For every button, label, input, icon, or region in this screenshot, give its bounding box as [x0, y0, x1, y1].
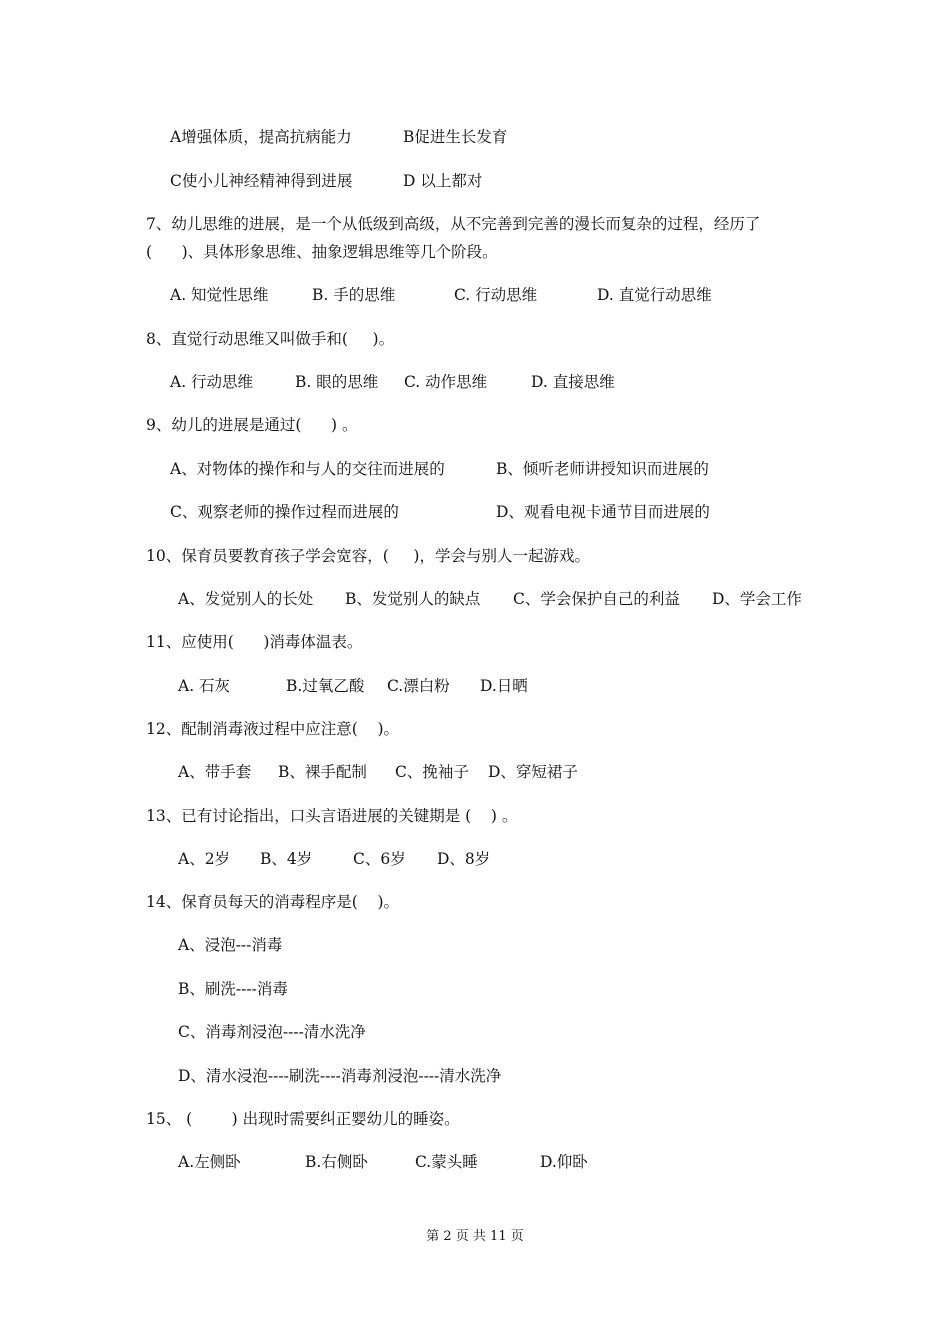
q7-text-line1: 7、幼儿思维的进展，是一个从低级到高级，从不完善到完善的漫长而复杂的过程，经历了 [146, 215, 761, 233]
q9-text: 9、幼儿的进展是通过( ) 。 [146, 416, 358, 434]
q11-text: 11、应使用( )消毒体温表。 [146, 633, 363, 651]
q8-option-d: D. 直接思维 [531, 373, 615, 391]
q6-option-c: C使小儿神经精神得到进展 [170, 172, 353, 190]
q13-option-a: A、2岁 [178, 850, 231, 868]
q8-text: 8、直觉行动思维又叫做手和( )。 [146, 330, 395, 348]
q15-option-c: C.蒙头睡 [415, 1153, 478, 1171]
q6-option-b: B促进生长发育 [403, 128, 508, 146]
q8-option-c: C. 动作思维 [404, 373, 488, 391]
q8-option-b: B. 眼的思维 [295, 373, 379, 391]
q12-option-d: D、穿短裙子 [488, 763, 578, 781]
q11-option-b: B.过氧乙酸 [286, 677, 365, 695]
q10-option-c: C、学会保护自己的利益 [513, 590, 680, 608]
q12-option-a: A、带手套 [178, 763, 252, 781]
q13-option-b: B、4岁 [260, 850, 313, 868]
q14-option-a: A、浸泡---消毒 [178, 936, 283, 954]
q12-text: 12、配制消毒液过程中应注意( )。 [146, 720, 400, 738]
q11-option-d: D.日晒 [480, 677, 528, 695]
q11-option-a: A. 石灰 [178, 677, 231, 695]
q15-option-a: A.左侧卧 [178, 1153, 241, 1171]
q11-option-c: C.漂白粉 [387, 677, 450, 695]
q9-option-a: A、对物体的操作和与人的交往而进展的 [170, 460, 445, 478]
q15-text: 15、 ( ) 出现时需要纠正婴幼儿的睡姿。 [146, 1110, 460, 1128]
q7-text-line2: ( )、具体形象思维、抽象逻辑思维等几个阶段。 [146, 243, 498, 261]
page-footer: 第 2 页 共 11 页 [426, 1229, 524, 1244]
q10-option-a: A、发觉别人的长处 [178, 590, 314, 608]
q7-option-c: C. 行动思维 [454, 286, 538, 304]
q9-option-b: B、倾听老师讲授知识而进展的 [496, 460, 709, 478]
q12-option-b: B、裸手配制 [278, 763, 367, 781]
q12-option-c: C、挽袖子 [395, 763, 469, 781]
q13-option-c: C、6岁 [353, 850, 406, 868]
q15-option-d: D.仰卧 [540, 1153, 588, 1171]
q14-option-b: B、刷洗----消毒 [178, 980, 288, 998]
q7-option-b: B. 手的思维 [312, 286, 396, 304]
q10-option-b: B、发觉别人的缺点 [345, 590, 481, 608]
q7-option-a: A. 知觉性思维 [170, 286, 269, 304]
q10-text: 10、保育员要教育孩子学会宽容，( )，学会与别人一起游戏。 [146, 547, 590, 565]
q13-option-d: D、8岁 [437, 850, 491, 868]
q9-option-d: D、观看电视卡通节目而进展的 [496, 503, 710, 521]
q15-option-b: B.右侧卧 [305, 1153, 368, 1171]
q10-option-d: D、学会工作 [712, 590, 802, 608]
q14-option-d: D、清水浸泡----刷洗----消毒剂浸泡----清水洗净 [178, 1067, 502, 1085]
q9-option-c: C、观察老师的操作过程而进展的 [170, 503, 399, 521]
q13-text: 13、已有讨论指出，口头言语进展的关键期是 ( ) 。 [146, 807, 518, 825]
q7-option-d: D. 直觉行动思维 [597, 286, 712, 304]
q8-option-a: A. 行动思维 [170, 373, 254, 391]
q14-text: 14、保育员每天的消毒程序是( )。 [146, 893, 400, 911]
q6-option-d: D 以上都对 [403, 172, 483, 190]
q14-option-c: C、消毒剂浸泡----清水洗净 [178, 1023, 366, 1041]
q6-option-a: A增强体质，提高抗病能力 [170, 128, 352, 146]
